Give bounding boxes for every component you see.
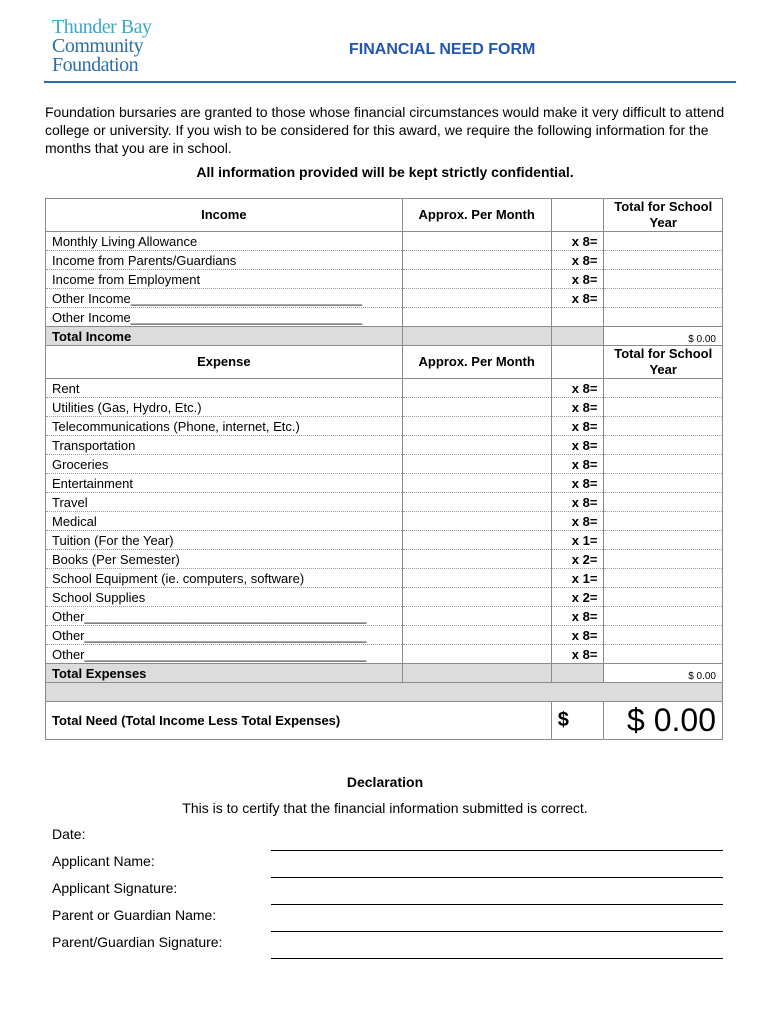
expense-label: School Equipment (ie. computers, software) bbox=[46, 569, 403, 588]
income-monthly-input[interactable] bbox=[402, 251, 551, 270]
expense-label: Utilities (Gas, Hydro, Etc.) bbox=[46, 398, 403, 417]
total-need-row bbox=[46, 702, 723, 740]
expense-row bbox=[46, 379, 723, 398]
income-monthly-input[interactable] bbox=[402, 289, 551, 308]
expense-header: Expense bbox=[46, 346, 403, 379]
total-income-label: Total Income bbox=[46, 327, 403, 346]
expense-multiplier: x 8= bbox=[551, 474, 604, 493]
expense-total-input[interactable] bbox=[604, 398, 723, 417]
expense-multiplier: x 8= bbox=[551, 436, 604, 455]
expense-monthly-input[interactable] bbox=[402, 626, 551, 645]
expense-monthly-input[interactable] bbox=[402, 474, 551, 493]
expense-label: Telecommunications (Phone, internet, Etc.) bbox=[46, 417, 403, 436]
income-multiplier: x 8= bbox=[551, 289, 604, 308]
income-multiplier bbox=[551, 308, 604, 327]
expense-label: Books (Per Semester) bbox=[46, 550, 403, 569]
total-expenses-value: $ 0.00 bbox=[604, 664, 723, 683]
expense-row bbox=[46, 588, 723, 607]
total-need-dollar: $ bbox=[551, 702, 604, 740]
income-row bbox=[46, 232, 723, 251]
expense-multiplier: x 8= bbox=[551, 398, 604, 417]
expense-monthly-input[interactable] bbox=[402, 531, 551, 550]
expense-label: Tuition (For the Year) bbox=[46, 531, 403, 550]
expense-row bbox=[46, 417, 723, 436]
expense-multiplier: x 8= bbox=[551, 379, 604, 398]
income-label: Other Income________________________________ bbox=[46, 308, 403, 327]
expense-monthly-input[interactable] bbox=[402, 417, 551, 436]
expense-monthly-input[interactable] bbox=[402, 588, 551, 607]
income-row bbox=[46, 289, 723, 308]
income-total-input[interactable] bbox=[604, 251, 723, 270]
expense-row bbox=[46, 607, 723, 626]
total-income-mult bbox=[551, 327, 604, 346]
declaration-text: This is to certify that the financial information submitted is correct. bbox=[182, 800, 588, 816]
expense-multiplier: x 1= bbox=[551, 531, 604, 550]
date-label: Date: bbox=[52, 826, 86, 842]
expense-row bbox=[46, 398, 723, 417]
expense-label: Other_______________________________________ bbox=[46, 626, 403, 645]
expense-multiplier: x 2= bbox=[551, 588, 604, 607]
expense-approx-header: Approx. Per Month bbox=[402, 346, 551, 379]
income-row bbox=[46, 308, 723, 327]
logo-line-1: Thunder Bay bbox=[52, 16, 152, 38]
expense-total-header: Total for School Year bbox=[604, 346, 723, 379]
foundation-logo bbox=[52, 18, 151, 75]
expense-total-input[interactable] bbox=[604, 531, 723, 550]
page-title: FINANCIAL NEED FORM bbox=[349, 41, 536, 58]
income-monthly-input[interactable] bbox=[402, 270, 551, 289]
expense-label: Groceries bbox=[46, 455, 403, 474]
total-expenses-approx bbox=[402, 664, 551, 683]
expense-multiplier: x 8= bbox=[551, 645, 604, 664]
date-field[interactable] bbox=[271, 850, 723, 851]
logo-line-2: Community bbox=[52, 35, 144, 57]
income-total-input[interactable] bbox=[604, 232, 723, 251]
expense-label: School Supplies bbox=[46, 588, 403, 607]
guardian-signature-field[interactable] bbox=[271, 958, 723, 959]
expense-row bbox=[46, 569, 723, 588]
income-mult-header bbox=[551, 199, 604, 232]
applicant-signature-field[interactable] bbox=[271, 904, 723, 905]
income-multiplier: x 8= bbox=[551, 251, 604, 270]
total-need-label: Total Need (Total Income Less Total Expenses) bbox=[46, 702, 552, 740]
expense-multiplier: x 8= bbox=[551, 417, 604, 436]
expense-label: Medical bbox=[46, 512, 403, 531]
expense-monthly-input[interactable] bbox=[402, 379, 551, 398]
spacer-cell bbox=[46, 683, 723, 702]
expense-total-input[interactable] bbox=[604, 379, 723, 398]
income-total-input[interactable] bbox=[604, 270, 723, 289]
income-monthly-input[interactable] bbox=[402, 232, 551, 251]
expense-row bbox=[46, 455, 723, 474]
total-expenses-row bbox=[46, 664, 723, 683]
guardian-name-field[interactable] bbox=[271, 931, 723, 932]
expense-multiplier: x 8= bbox=[551, 607, 604, 626]
expense-total-input[interactable] bbox=[604, 588, 723, 607]
income-total-header: Total for School Year bbox=[604, 199, 723, 232]
guardian-name-label: Parent or Guardian Name: bbox=[52, 907, 217, 923]
expense-mult-header bbox=[551, 346, 604, 379]
expense-row bbox=[46, 645, 723, 664]
expense-monthly-input[interactable] bbox=[402, 398, 551, 417]
income-multiplier: x 8= bbox=[551, 232, 604, 251]
total-income-approx bbox=[402, 327, 551, 346]
expense-label: Travel bbox=[46, 493, 403, 512]
intro-paragraph: Foundation bursaries are granted to those whose financial circumstances would make it very difficult to attend college or university. If you wish to be considered for this award, we require the following information for the months that you are in school. bbox=[45, 104, 725, 156]
income-multiplier: x 8= bbox=[551, 270, 604, 289]
income-row bbox=[46, 270, 723, 289]
expense-label: Other_______________________________________ bbox=[46, 607, 403, 626]
expense-monthly-input[interactable] bbox=[402, 607, 551, 626]
income-label: Other Income________________________________ bbox=[46, 289, 403, 308]
income-total-input[interactable] bbox=[604, 289, 723, 308]
logo-line-3: Foundation bbox=[52, 54, 139, 76]
total-expenses-label: Total Expenses bbox=[46, 664, 403, 683]
applicant-name-label: Applicant Name: bbox=[52, 853, 155, 869]
expense-total-input[interactable] bbox=[604, 645, 723, 664]
income-monthly-input[interactable] bbox=[402, 308, 551, 327]
header-divider bbox=[44, 81, 736, 83]
expense-total-input[interactable] bbox=[604, 607, 723, 626]
total-need-value: $ 0.00 bbox=[604, 702, 723, 740]
expense-monthly-input[interactable] bbox=[402, 455, 551, 474]
expense-label: Rent bbox=[46, 379, 403, 398]
expense-monthly-input[interactable] bbox=[402, 436, 551, 455]
expense-multiplier: x 8= bbox=[551, 626, 604, 645]
income-label: Income from Parents/Guardians bbox=[46, 251, 403, 270]
total-income-value: $ 0.00 bbox=[604, 327, 723, 346]
expense-multiplier: x 8= bbox=[551, 512, 604, 531]
applicant-name-field[interactable] bbox=[271, 877, 723, 878]
income-approx-header: Approx. Per Month bbox=[402, 199, 551, 232]
expense-row bbox=[46, 493, 723, 512]
financial-table bbox=[45, 198, 723, 740]
income-header-row bbox=[46, 199, 723, 232]
expense-row bbox=[46, 436, 723, 455]
income-header: Income bbox=[46, 199, 403, 232]
expense-multiplier: x 2= bbox=[551, 550, 604, 569]
expense-row bbox=[46, 626, 723, 645]
expense-multiplier: x 8= bbox=[551, 455, 604, 474]
total-income-row bbox=[46, 327, 723, 346]
expense-row bbox=[46, 550, 723, 569]
income-label: Monthly Living Allowance bbox=[46, 232, 403, 251]
expense-multiplier: x 1= bbox=[551, 569, 604, 588]
expense-monthly-input[interactable] bbox=[402, 512, 551, 531]
expense-monthly-input[interactable] bbox=[402, 550, 551, 569]
expense-total-input[interactable] bbox=[604, 512, 723, 531]
declaration-title: Declaration bbox=[346, 774, 424, 790]
expense-header-row bbox=[46, 346, 723, 379]
income-label: Income from Employment bbox=[46, 270, 403, 289]
expense-monthly-input[interactable] bbox=[402, 645, 551, 664]
expense-total-input[interactable] bbox=[604, 550, 723, 569]
expense-label: Entertainment bbox=[46, 474, 403, 493]
income-total-input[interactable] bbox=[604, 308, 723, 327]
income-row bbox=[46, 251, 723, 270]
expense-total-input[interactable] bbox=[604, 493, 723, 512]
spacer-row bbox=[46, 683, 723, 702]
expense-monthly-input[interactable] bbox=[402, 569, 551, 588]
applicant-signature-label: Applicant Signature: bbox=[52, 880, 178, 896]
expense-row bbox=[46, 512, 723, 531]
expense-total-input[interactable] bbox=[604, 417, 723, 436]
expense-row bbox=[46, 531, 723, 550]
expense-total-input[interactable] bbox=[604, 626, 723, 645]
total-expenses-mult bbox=[551, 664, 604, 683]
expense-row bbox=[46, 474, 723, 493]
confidential-notice: All information provided will be kept strictly confidential. bbox=[196, 164, 574, 180]
expense-total-input[interactable] bbox=[604, 569, 723, 588]
expense-total-input[interactable] bbox=[604, 474, 723, 493]
expense-total-input[interactable] bbox=[604, 436, 723, 455]
expense-label: Transportation bbox=[46, 436, 403, 455]
expense-total-input[interactable] bbox=[604, 455, 723, 474]
expense-multiplier: x 8= bbox=[551, 493, 604, 512]
guardian-signature-label: Parent/Guardian Signature: bbox=[52, 934, 223, 950]
expense-label: Other_______________________________________ bbox=[46, 645, 403, 664]
expense-monthly-input[interactable] bbox=[402, 493, 551, 512]
